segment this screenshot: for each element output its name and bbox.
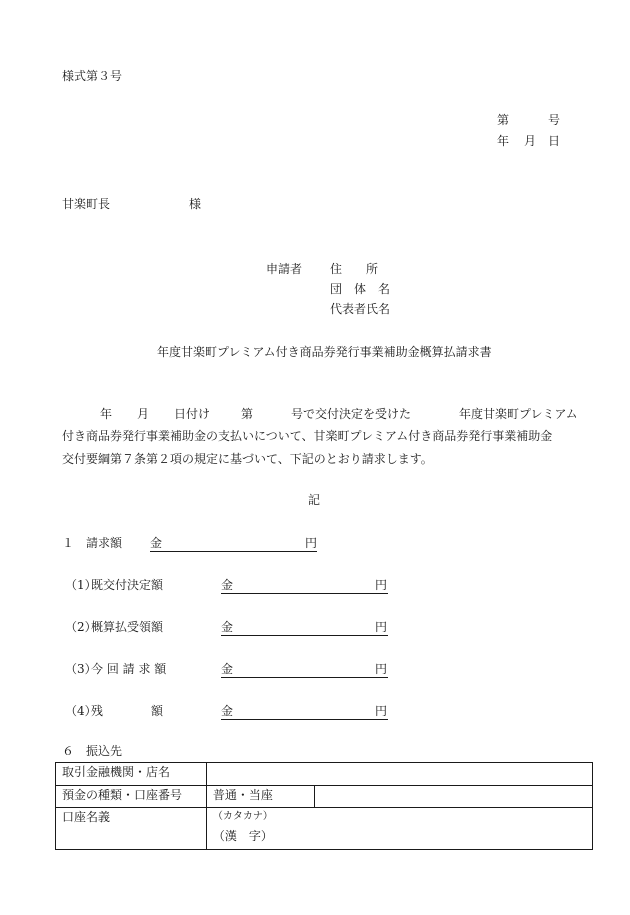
addressee-honorific: 様 <box>189 197 202 211</box>
sub-item-1-kin: 金 <box>221 578 234 592</box>
table-row <box>56 763 593 786</box>
sub-item-1-label: 既交付決定額 <box>91 578 164 592</box>
date-month: 月 <box>524 134 537 148</box>
sub-item-2-underline <box>221 635 388 636</box>
sub-item-4-label: 残 額 <box>91 704 164 718</box>
addressee-name: 甘楽町長 <box>62 197 111 211</box>
claim-label: 請求額 <box>86 536 123 550</box>
body-day: 日付け <box>174 407 211 421</box>
bank-label: 取引金融機関・店名 <box>56 763 207 786</box>
doc-number-dai: 第 <box>497 113 510 127</box>
claim-amount-underline <box>150 551 317 552</box>
sub-item-2-kin: 金 <box>221 620 234 634</box>
holder-name-cell[interactable] <box>206 808 592 850</box>
sub-item-4-number: （4） <box>65 704 97 718</box>
sub-item-4-underline <box>221 719 388 720</box>
sub-item-4-kin: 金 <box>221 704 234 718</box>
account-type-cell[interactable]: 普通・当座 <box>206 786 314 808</box>
claim-yen: 円 <box>305 536 318 550</box>
sub-item-1-number: （1） <box>65 578 97 592</box>
claim-kin: 金 <box>150 536 163 550</box>
sub-item-3-number: （3） <box>65 662 97 676</box>
body-go-text: 号で交付決定を受けた <box>291 407 412 421</box>
sub-item-1-yen: 円 <box>375 578 388 592</box>
sub-item-3-yen: 円 <box>375 662 388 676</box>
sub-item-4-yen: 円 <box>375 704 388 718</box>
ki-heading: 記 <box>308 493 321 507</box>
doc-number-go: 号 <box>548 113 561 127</box>
applicant-org-name: 団 体 名 <box>330 282 391 296</box>
table-row <box>56 786 593 808</box>
body-line3: 交付要綱第７条第２項の規定に基づいて、下記のとおり請求します。 <box>62 452 433 466</box>
transfer-table <box>55 762 593 850</box>
claim-number: １ <box>62 536 75 550</box>
table-row <box>56 808 593 850</box>
date-day: 日 <box>548 134 561 148</box>
sub-item-2-yen: 円 <box>375 620 388 634</box>
date-year: 年 <box>497 134 510 148</box>
body-month: 月 <box>137 407 150 421</box>
kanji-label: （漢 字） <box>212 829 273 843</box>
sub-item-1-underline <box>221 593 388 594</box>
body-line2: 付き商品券発行事業補助金の支払いについて、甘楽町プレミアム付き商品券発行事業補助金 <box>62 429 553 443</box>
body-year: 年 <box>100 407 113 421</box>
sub-item-3-underline <box>221 677 388 678</box>
sub-item-2-label: 概算払受領額 <box>91 620 164 634</box>
account-label: 預金の種類・口座番号 <box>56 786 207 808</box>
account-number-cell[interactable] <box>314 786 593 808</box>
applicant-address: 住 所 <box>330 262 379 276</box>
applicant-representative: 代表者氏名 <box>330 302 391 316</box>
bank-value-cell[interactable] <box>206 763 592 786</box>
sub-item-3-kin: 金 <box>221 662 234 676</box>
applicant-label: 申請者 <box>266 262 303 276</box>
transfer-heading: ６ 振込先 <box>62 744 123 758</box>
holder-label: 口座名義 <box>56 808 207 850</box>
document-title: 年度甘楽町プレミアム付き商品券発行事業補助金概算払請求書 <box>157 345 492 359</box>
katakana-label: （カタカナ） <box>212 811 273 822</box>
sub-item-3-label: 今 回 請 求 額 <box>91 662 167 676</box>
sub-item-2-number: （2） <box>65 620 97 634</box>
body-line1-end: 年度甘楽町プレミアム <box>459 407 578 421</box>
body-dai: 第 <box>241 407 254 421</box>
form-number: 様式第３号 <box>62 69 123 83</box>
